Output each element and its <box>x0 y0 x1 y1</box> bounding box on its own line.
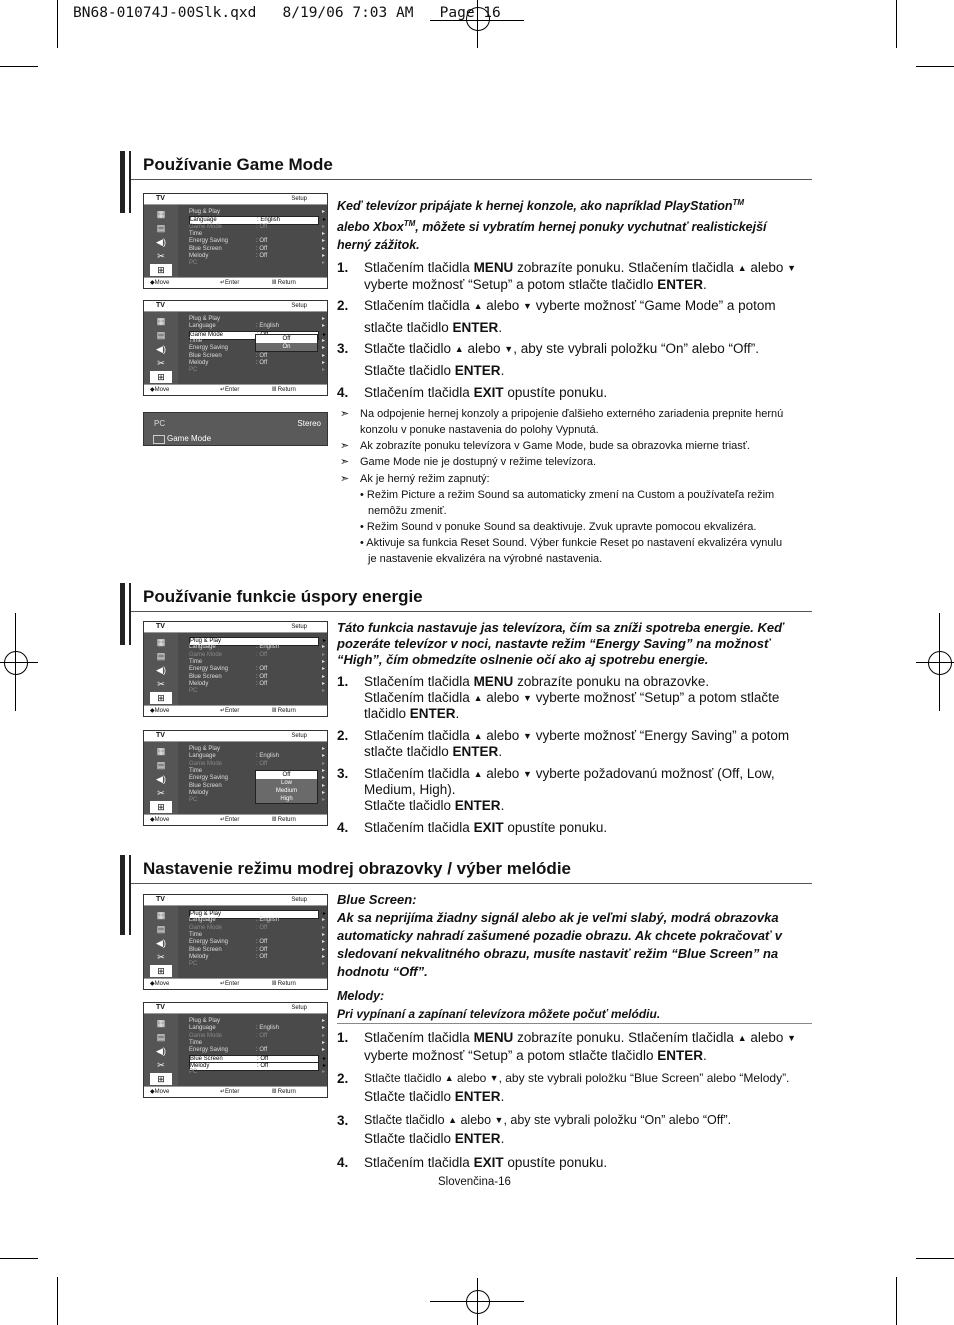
menu-category-icon: ✂ <box>157 788 165 798</box>
menu-category-icon: ◀) <box>156 344 166 354</box>
move-hint: ◆Move <box>150 280 170 286</box>
option-dropdown <box>255 770 318 804</box>
menu-icon-column <box>144 906 178 979</box>
return-hint: Ⅲ Return <box>272 708 296 714</box>
menu-category-icon: ✂ <box>157 251 165 261</box>
tv-menu-screenshot <box>143 193 328 289</box>
menu-item: Time ▸ <box>189 931 325 938</box>
menu-item: Time ▸ <box>189 1039 325 1046</box>
menu-item: Energy Saving : Off ▸ <box>189 238 325 245</box>
tv-menu-footer <box>144 384 327 395</box>
menu-category-icon: ⊞ <box>150 371 172 383</box>
menu-list <box>178 1014 327 1087</box>
menu-category-icon: ⊞ <box>150 965 172 977</box>
menu-item: PC ▸ <box>189 260 325 267</box>
menu-item: Game Mode : Off ▸ <box>189 924 325 931</box>
menu-category-icon: ◀) <box>156 1046 166 1056</box>
menu-category-icon: ⊞ <box>150 801 172 813</box>
enter-hint: ↵Enter <box>220 1089 240 1095</box>
menu-item: Plug & Play ▸ <box>189 209 325 215</box>
menu-list <box>178 633 327 706</box>
dropdown-option: Low <box>280 780 292 786</box>
dropdown-option: High <box>280 796 293 802</box>
dropdown-option: Off <box>256 771 317 779</box>
menu-item: Melody : Off ▸ <box>189 953 325 960</box>
menu-item: Language : English ▸ <box>189 1025 325 1032</box>
return-hint: Ⅲ Return <box>272 280 296 286</box>
menu-category-icon: ✂ <box>157 679 165 689</box>
intro-line: automaticky nahradí zašumené pozadie obrazu. Ak chcete pokračovať v <box>337 928 783 943</box>
menu-item: Blue Screen : Off ▸ <box>189 245 325 252</box>
tv-menu-header <box>144 731 327 742</box>
tv-menu-header <box>144 622 327 633</box>
tv-label: TV <box>156 623 165 630</box>
menu-list <box>178 205 327 278</box>
tv-menu-footer <box>144 814 327 825</box>
menu-item: Energy Saving : Off ▸ <box>189 666 325 673</box>
menu-icon-column <box>144 633 178 706</box>
menu-item: Language : English ▸ <box>189 753 325 760</box>
setup-label: Setup <box>291 624 307 630</box>
tv-menu-footer <box>144 277 327 288</box>
melody-heading: Melody: <box>337 989 385 1003</box>
intro-line: Keď televízor pripájate k hernej konzole, ako napríklad PlayStation™ <box>337 198 745 214</box>
menu-item: PC ▸ <box>189 961 325 968</box>
menu-item: Plug & Play ▸ <box>189 316 325 322</box>
tv-menu-screenshot <box>143 621 328 717</box>
menu-category-icon: ▦ <box>156 209 166 219</box>
menu-category-icon: ✂ <box>157 358 165 368</box>
return-hint: Ⅲ Return <box>272 387 296 393</box>
menu-category-icon: ✂ <box>157 952 165 962</box>
divider <box>131 883 812 884</box>
menu-category-icon: ▤ <box>156 760 166 770</box>
menu-item: Energy Saving ▸ <box>189 775 325 782</box>
menu-item: Melody : Off ▸ <box>190 1062 326 1069</box>
menu-item: Energy Saving : Off ▸ <box>189 939 325 946</box>
tv-menu-footer <box>144 1086 327 1097</box>
divider <box>131 611 812 612</box>
tv-label: TV <box>156 896 165 903</box>
intro-line: herný zážitok. <box>337 238 420 252</box>
setup-label: Setup <box>291 897 307 903</box>
menu-icon-column <box>144 1014 178 1087</box>
intro-line: alebo Xbox™, môžete si vybratím hernej ponuky vychutnať realistickejší <box>337 219 767 235</box>
enter-hint: ↵Enter <box>220 981 240 987</box>
menu-item: Game Mode : Off ▸ <box>189 1032 325 1039</box>
menu-category-icon: ✂ <box>157 1060 165 1070</box>
menu-item: Blue Screen : Off ▸ <box>189 352 325 359</box>
tv-menu-footer <box>144 978 327 989</box>
menu-item: PC ▸ <box>189 797 325 804</box>
menu-item: Plug & Play ▸ <box>189 1018 325 1024</box>
menu-item: Plug & Play ▸ <box>189 746 325 752</box>
tv-menu-screenshot <box>143 894 328 990</box>
menu-item: Game Mode : Off ▸ <box>189 651 325 658</box>
menu-category-icon: ⊞ <box>150 264 172 276</box>
menu-item: Plug & Play ▸ <box>190 911 326 917</box>
enter-hint: ↵Enter <box>220 708 240 714</box>
dropdown-option: On <box>282 344 291 350</box>
menu-category-icon: ▤ <box>156 330 166 340</box>
menu-category-icon: ▤ <box>156 1032 166 1042</box>
move-hint: ◆Move <box>150 817 170 823</box>
menu-item: Language : English ▸ <box>189 917 325 924</box>
enter-hint: ↵Enter <box>220 280 240 286</box>
menu-category-icon: ◀) <box>156 938 166 948</box>
setup-label: Setup <box>291 196 307 202</box>
tv-menu-screenshot <box>143 1002 328 1098</box>
menu-item: Melody : Off ▸ <box>189 359 325 366</box>
tv-menu-header <box>144 194 327 205</box>
bullet: • Aktivuje sa funkcia Reset Sound. Výber funkcie Reset po nastavení ekvalizéra vynulu <box>360 537 783 549</box>
move-hint: ◆Move <box>150 708 170 714</box>
return-hint: Ⅲ Return <box>272 817 296 823</box>
tv-menu-footer <box>144 705 327 716</box>
setup-label: Setup <box>291 303 307 309</box>
menu-item: Blue Screen : Off ▸ <box>189 673 325 680</box>
menu-category-icon: ⊞ <box>150 692 172 704</box>
menu-item: Plug & Play ▸ <box>190 638 326 644</box>
file-header: BN68-01074J-00Slk.qxd 8/19/06 7:03 AM Page 16 <box>73 5 501 21</box>
bullet: nemôžu zmeniť. <box>368 505 447 517</box>
page-number: Slovenčina-16 <box>438 1176 511 1188</box>
menu-item: Melody : Off ▸ <box>189 252 325 259</box>
menu-category-icon: ▤ <box>156 651 166 661</box>
menu-icon-column <box>144 742 178 815</box>
intro-line: sledovaní nekvalitného obrazu, musíte nastaviť režim “Blue Screen” na <box>337 946 779 961</box>
tv-label: TV <box>156 195 165 202</box>
menu-item: Blue Screen ▸ <box>189 782 325 789</box>
menu-item: Language : English ▸ <box>189 644 325 651</box>
menu-category-icon: ⊞ <box>150 1073 172 1085</box>
return-hint: Ⅲ Return <box>272 1089 296 1095</box>
menu-item: Blue Screen : Off ▸ <box>190 1055 326 1062</box>
bullet: je nastavenie ekvalizéra na výrobné nastavenia. <box>368 553 603 565</box>
enter-hint: ↵Enter <box>220 817 240 823</box>
menu-category-icon: ▦ <box>156 1018 166 1028</box>
tv-menu-screenshot <box>143 300 328 396</box>
section-title: Nastavenie režimu modrej obrazovky / výber melódie <box>143 859 571 878</box>
menu-icon-column <box>144 312 178 385</box>
intro-line: Táto funkcia nastavuje jas televízora, čím sa zníži spotreba energie. Keď <box>337 620 784 635</box>
menu-category-icon: ▦ <box>156 316 166 326</box>
section-title: Používanie Game Mode <box>143 155 333 174</box>
tv-label: TV <box>156 302 165 309</box>
intro-line: hodnotu “Off”. <box>337 964 428 979</box>
menu-item: Time ▸ <box>189 658 325 665</box>
move-hint: ◆Move <box>150 387 170 393</box>
section-title: Používanie funkcie úspory energie <box>143 587 423 606</box>
menu-item: Language : English ▸ <box>190 217 326 224</box>
menu-item: Melody : Off ▸ <box>189 680 325 687</box>
intro-line: “High”, čím obmedzíte oslnenie očí ako aj spotrebu energie. <box>337 652 709 667</box>
setup-label: Setup <box>291 1005 307 1011</box>
menu-item: Language : English ▸ <box>189 323 325 330</box>
menu-item: Energy Saving : Off ▸ <box>189 1047 325 1054</box>
option-dropdown <box>255 334 318 352</box>
blue-screen-heading: Blue Screen: <box>337 892 417 907</box>
move-hint: ◆Move <box>150 1089 170 1095</box>
return-hint: Ⅲ Return <box>272 981 296 987</box>
intro-line: pozeráte televízor v noci, nastavte režim “Energy Saving” na možnosť <box>337 636 771 651</box>
menu-item: Energy Saving ▸ <box>189 345 325 352</box>
tv-menu-header <box>144 895 327 906</box>
intro-line: Pri vypínaní a zapínaní televízora môžete počuť melódiu. <box>337 1007 661 1021</box>
menu-item: Time ▸ <box>189 337 325 344</box>
menu-item: PC ▸ <box>189 688 325 695</box>
dropdown-option: Off <box>256 335 317 343</box>
menu-item: Time ▸ <box>189 230 325 237</box>
menu-item: Game Mode : Off ▸ <box>189 760 325 767</box>
intro-line: Ak sa neprijíma žiadny signál alebo ak je veľmi slabý, modrá obrazovka <box>337 910 779 925</box>
menu-list <box>178 906 327 979</box>
menu-category-icon: ▤ <box>156 223 166 233</box>
menu-item: Game Mode ▸ <box>190 331 326 338</box>
menu-item: Blue Screen : Off ▸ <box>189 946 325 953</box>
tv-label: TV <box>156 1004 165 1011</box>
tv-label: TV <box>156 732 165 739</box>
tv-menu-header <box>144 1003 327 1014</box>
menu-item: Melody ▸ <box>189 789 325 796</box>
bullet: • Režim Picture a režim Sound sa automaticky zmení na Custom a používateľa režim <box>360 489 775 501</box>
menu-icon-column <box>144 205 178 278</box>
move-hint: ◆Move <box>150 981 170 987</box>
menu-item: Time ▸ <box>189 767 325 774</box>
enter-hint: ↵Enter <box>220 387 240 393</box>
menu-item: PC ▸ <box>189 367 325 374</box>
menu-category-icon: ◀) <box>156 237 166 247</box>
menu-category-icon: ▦ <box>156 910 166 920</box>
divider <box>131 179 812 180</box>
menu-category-icon: ◀) <box>156 665 166 675</box>
menu-category-icon: ▦ <box>156 637 166 647</box>
menu-item: PC ▸ <box>189 1069 325 1076</box>
menu-category-icon: ▤ <box>156 924 166 934</box>
pc-game-mode-box: PC Stereo Game Mode <box>143 412 328 446</box>
setup-label: Setup <box>291 733 307 739</box>
menu-category-icon: ◀) <box>156 774 166 784</box>
tv-menu-screenshot <box>143 730 328 826</box>
menu-item: Game Mode : Off ▸ <box>189 223 325 230</box>
bullet: • Režim Sound v ponuke Sound sa deaktivuje. Zvuk upravte pomocou ekvalizéra. <box>360 521 757 533</box>
dropdown-option: Medium <box>275 788 298 794</box>
tv-menu-header <box>144 301 327 312</box>
menu-category-icon: ▦ <box>156 746 166 756</box>
